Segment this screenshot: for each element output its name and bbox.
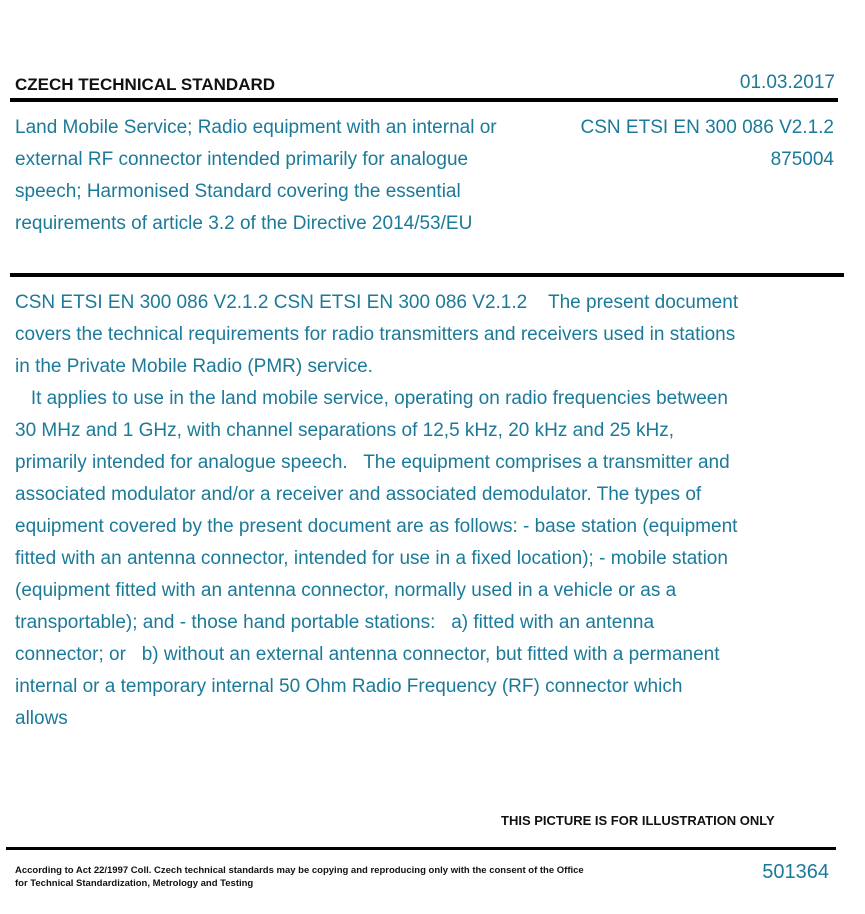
footer-divider: [6, 847, 836, 850]
standard-type-label: CZECH TECHNICAL STANDARD: [15, 75, 276, 94]
document-id: 501364: [762, 861, 829, 883]
class-number: 875004: [770, 149, 834, 170]
illustration-note: THIS PICTURE IS FOR ILLUSTRATION ONLY: [501, 813, 775, 828]
header-divider: [10, 98, 838, 102]
legal-notice: According to Act 22/1997 Coll. Czech technical standards may be copying and reproducing only with the consent of the Office for Technical Standardization, Metrology and Testing: [15, 865, 584, 889]
standard-designation: CSN ETSI EN 300 086 V2.1.2: [580, 117, 834, 138]
title-divider: [10, 273, 844, 277]
abstract-text: CSN ETSI EN 300 086 V2.1.2 CSN ETSI EN 300 086 V2.1.2 The present document covers the technical requirements for radio transmitters and receivers used in stations in the Private Mobile Radio (PMR) service. It applies to use in the land mobile service, operating on radio frequencies between 30 MHz and 1 GHz, with channel separations of 12,5 kHz, 20 kHz and 25 kHz, primarily intended for analogue speech. The equipment comprises a transmitter and associated modulator and/or a receiver and associated demodulator. The types of equipment covered by the present document are as follows: - base station (equipment fitted with an antenna connector, intended for use in a fixed location); - mobile station (equipment fitted with an antenna connector, normally used in a vehicle or as a transportable); and - those hand portable stations: a) fitted with an antenna connector; or b) without an external antenna connector, but fitted with a permanent internal or a temporary internal 50 Ohm Radio Frequency (RF) connector which allows: [15, 292, 739, 729]
publication-date: 01.03.2017: [739, 72, 835, 93]
standard-codes: [581, 112, 834, 176]
standard-title: Land Mobile Service; Radio equipment with an internal or external RF connector intended primarily for analogue speech; Harmonised Standard covering the essential requirements of article 3.2 of the Directive 2014/53/EU: [15, 117, 497, 234]
